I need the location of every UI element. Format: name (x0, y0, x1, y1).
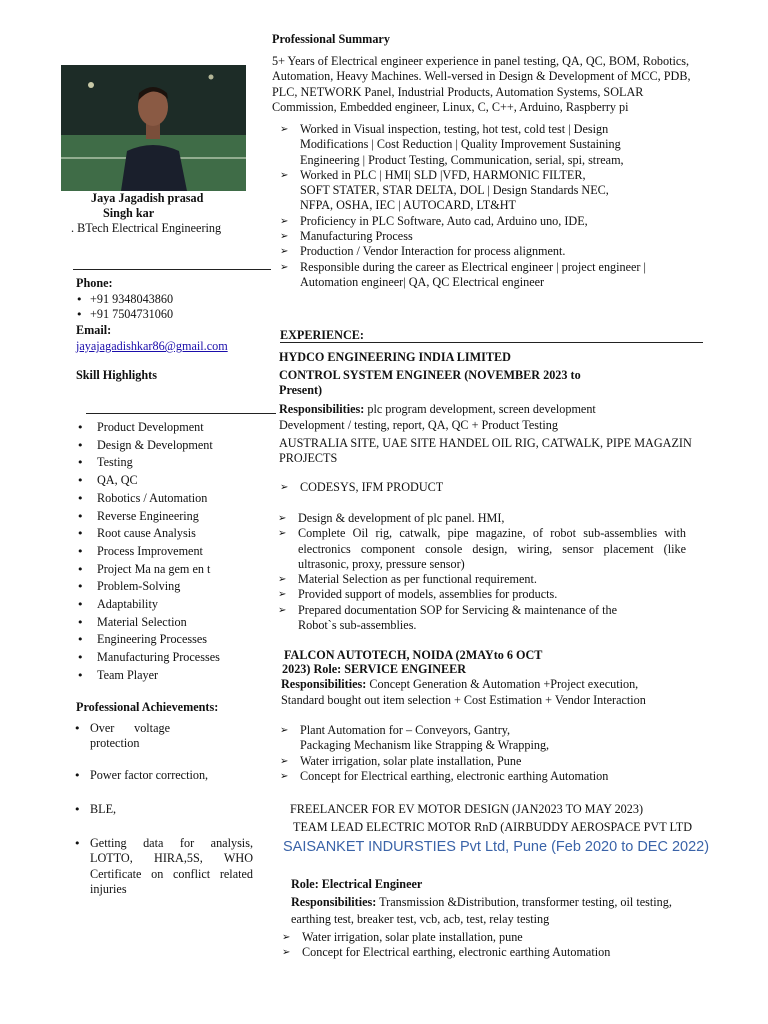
codesys-item: ➢ CODESYS, IFM PRODUCT (276, 480, 696, 495)
divider (280, 342, 703, 343)
name-line2: Singh kar (103, 206, 155, 220)
saisanket-responsibilities (291, 894, 701, 928)
summary-bullets (276, 122, 666, 290)
falcon-bullets (276, 723, 609, 784)
hydco-bullet: ➢ Material Selection as per functional requirement. (274, 572, 686, 587)
divider (86, 413, 276, 414)
hydco-role: CONTROL SYSTEM ENGINEER (NOVEMBER 2023 to Present) (279, 368, 581, 398)
achievements-heading: Professional Achievements: (76, 700, 219, 714)
saisanket-company: SAISANKET INDURSTIES Pvt Ltd, Pune (Feb 2020 to DEC 2022) (283, 839, 710, 855)
saisanket-role: Role: Electrical Engineer (291, 877, 423, 891)
hydco-bullet: ➢ Provided support of models, assemblies for products. (274, 587, 686, 602)
resp-text: Transmission &Distribution, transformer testing, oil testing, earthing test, breaker test, vcb, acb, test, relay testing (291, 895, 672, 926)
skill-item: • Root cause Analysis (75, 525, 255, 543)
hydco-bullet: ➢ Design & development of plc panel. HMI, (274, 511, 686, 526)
skill-item: • Reverse Engineering (75, 508, 255, 526)
summary-bullet: ➢ Proficiency in PLC Software, Auto cad, Arduino uno, IDE, (276, 214, 666, 229)
achievement-item: • Power factor correction, (76, 768, 253, 783)
teamlead-line: TEAM LEAD ELECTRIC MOTOR RnD (AIRBUDDY AEROSPACE PVT LTD (293, 820, 693, 834)
skill-item: • Material Selection (75, 614, 255, 632)
freelancer-line: FREELANCER FOR EV MOTOR DESIGN (JAN2023 TO MAY 2023) (290, 802, 644, 816)
name-line1: Jaya Jagadish prasad (91, 191, 204, 205)
skill-item: • QA, QC (75, 472, 255, 490)
summary-bullet: ➢ Responsible during the career as Electrical engineer | project engineer | Automation engineer| QA, QC Electrical engineer (276, 260, 670, 291)
achievement-item: • BLE, (76, 802, 253, 817)
skills-list (75, 419, 255, 685)
experience-heading: EXPERIENCE: (280, 328, 364, 342)
phone-list (74, 292, 173, 323)
skill-item: • Robotics / Automation (75, 490, 255, 508)
saisanket-bullet: ➢ Water irrigation, solar plate installation, pune (278, 930, 678, 945)
phone-2[interactable]: • +91 7504731060 (74, 307, 173, 322)
phone-1[interactable]: • +91 9348043860 (74, 292, 173, 307)
email-link[interactable]: jayajagadishkar86@gmail.com (76, 339, 228, 353)
resp-text: Concept Generation & Automation +Project execution, (366, 677, 639, 691)
divider (73, 269, 271, 270)
hydco-line2: Development / testing, report, QA, QC + Product Testing (279, 418, 558, 432)
achievement-item: • Over voltage protection (76, 721, 170, 752)
hydco-line3: AUSTRALIA SITE, UAE SITE HANDEL OIL RIG, CATWALK, PIPE MAGAZIN PROJECTS (279, 436, 692, 466)
profile-photo (61, 65, 246, 191)
skill-item: • Manufacturing Processes (75, 649, 255, 667)
skill-item: • Engineering Processes (75, 631, 255, 649)
codesys-list (276, 480, 696, 495)
skill-item: • Team Player (75, 667, 255, 685)
achievements-list (76, 721, 253, 752)
degree: . BTech Electrical Engineering (71, 221, 222, 235)
email-label: Email: (76, 323, 112, 337)
falcon-responsibilities (281, 677, 638, 692)
hydco-bullet: ➢ Complete Oil rig, catwalk, pipe magazine, of robot sub-assemblies with electronics component console design, wiring, sensor placement (like ultrasonic, proxy, pressure sensor) (274, 526, 686, 572)
summary-heading: Professional Summary (272, 32, 390, 46)
saisanket-bullet: ➢ Concept for Electrical earthing, electronic earthing Automation (278, 945, 678, 960)
summary-bullet: ➢ Production / Vendor Interaction for process alignment. (276, 244, 666, 259)
hydco-bullet: ➢ Prepared documentation SOP for Servicing & maintenance of the Robot`s sub-assemblies. (274, 603, 638, 634)
skill-item: • Testing (75, 454, 255, 472)
person-photo-icon (61, 65, 246, 191)
skill-item: • Process Improvement (75, 543, 255, 561)
falcon-header-2: 2023) Role: SERVICE ENGINEER (282, 662, 467, 676)
falcon-bullet: ➢ Water irrigation, solar plate installation, Pune (276, 754, 576, 769)
falcon-header-1: FALCON AUTOTECH, NOIDA (2MAYto 6 OCT (284, 648, 543, 662)
achievements-list (76, 802, 253, 817)
resp-label: Responsibilities: (279, 402, 365, 416)
skill-item: • Design & Development (75, 437, 255, 455)
resp-text: plc program development, screen development (364, 402, 596, 416)
achievements-list (76, 768, 253, 783)
hydco-responsibilities (279, 402, 596, 417)
summary-bullet: ➢ Manufacturing Process (276, 229, 666, 244)
summary-bullet: ➢ Worked in Visual inspection, testing, hot test, cold test | Design Modifications | Cost Reduction | Quality Improvement Sustaining Engineering | Product Testing, Communication, serial, spi, stream, (276, 122, 640, 168)
falcon-line2: Standard bought out item selection + Cost Estimation + Vendor Interaction (281, 693, 646, 707)
summary-text: 5+ Years of Electrical engineer experience in panel testing, QA, QC, BOM, Robotics, Automation, Heavy Machines. Well-versed in Design & Development of MCC, PDB, PLC, NETWORK Panel, Industrial Products, Automation Systems, SOLAR Commission, Embedded engineer, Linux, C, C++, Arduino, Raspberry pi (272, 54, 691, 114)
falcon-bullet: ➢ Concept for Electrical earthing, electronic earthing Automation (276, 769, 660, 784)
summary-bullet: ➢ Worked in PLC | HMI| SLD |VFD, HARMONIC FILTER, SOFT STATER, STAR DELTA, DOL | Design Standards NEC, NFPA, OSHA, IEC | AUTOCARD, LT&HT (276, 168, 610, 214)
resp-label: Responsibilities: (291, 895, 377, 909)
skills-heading: Skill Highlights (76, 368, 157, 382)
achievement-item: • Getting data for analysis, LOTTO, HIRA,5S, WHO Certificate on conflict related injuries (76, 836, 253, 897)
falcon-bullet: ➢ Plant Automation for – Conveyors, Gantry, Packaging Mechanism like Strapping & Wrapping, (276, 723, 560, 754)
resp-label: Responsibilities: (281, 677, 367, 691)
hydco-company: HYDCO ENGINEERING INDIA LIMITED (279, 350, 511, 364)
skill-item: • Project Ma na gem en t (75, 561, 255, 579)
saisanket-bullets (278, 930, 678, 961)
achievements-list (76, 836, 253, 897)
skill-item: • Product Development (75, 419, 255, 437)
hydco-bullets (274, 511, 686, 633)
skill-item: • Problem-Solving (75, 578, 255, 596)
skill-item: • Adaptability (75, 596, 255, 614)
phone-label: Phone: (76, 276, 113, 290)
